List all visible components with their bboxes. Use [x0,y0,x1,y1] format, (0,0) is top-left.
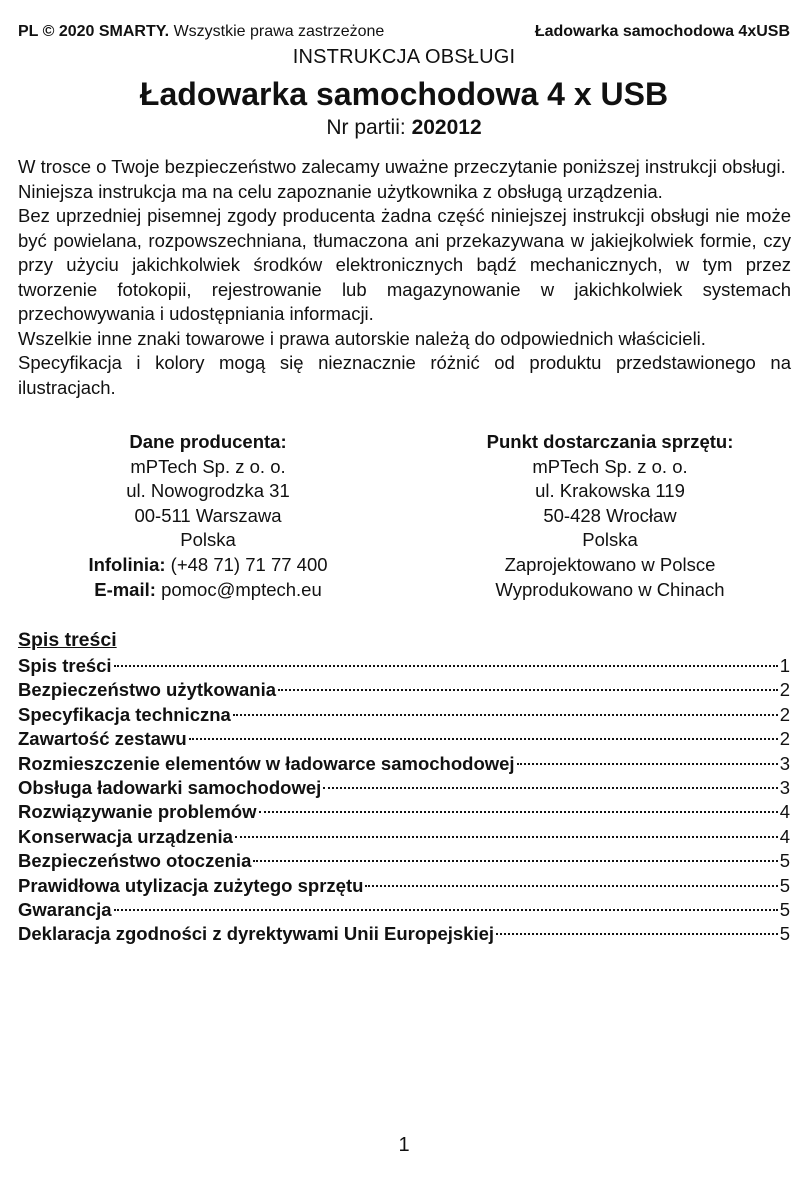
manufacturer-heading: Dane producenta: [129,431,287,452]
toc-entry-label: Spis treści [18,655,112,676]
toc-dot-leader [189,738,778,740]
toc-dot-leader [323,787,777,789]
delivery-country: Polska [582,529,638,551]
intro-paragraph: Bez uprzedniej pisemnej zgody producenta żadna część niniejszej instrukcji obsługi nie może być powielana, rozpowszechniana, tłumaczona ani przekazywana w jakiejkolwiek formie, czy przy użyciu jakichkolwiek środków elektronicznych bądź mechanicznych, w tym przez tworzenie fotokopii, rejestrowanie lub magazynowanie w jakichkolwiek systemach przechowywania i udostępniania informacji. [18,205,791,324]
toc-entry-label: Konserwacja urządzenia [18,825,233,847]
toc-entry-page: 4 [779,825,790,847]
toc-entry[interactable] [18,825,790,849]
toc-entry-page: 5 [779,898,790,920]
batch-number [0,116,808,140]
toc-dot-leader [278,689,778,691]
delivery-city: 50-428 Wrocław [543,504,677,526]
toc-entry-page: 2 [779,703,790,725]
email-label: E-mail: [94,578,156,600]
batch-value: 202012 [411,116,482,139]
copyright-bold: PL © 2020 SMARTY. [18,23,170,40]
intro-paragraph: Wszelkie inne znaki towarowe i prawa autorskie należą do odpowiednich właścicieli. [18,327,706,349]
delivery-heading: Punkt dostarczania sprzętu: [486,431,734,452]
toc-entry[interactable] [18,800,790,824]
toc-dot-leader [114,665,778,667]
toc-entry[interactable] [18,678,790,702]
toc-entry-page: 5 [779,850,790,872]
intro-paragraph: W trosce o Twoje bezpieczeństwo zalecamy uważne przeczytanie poniższej instrukcji obsługi. [18,156,786,177]
toc-entry-label: Prawidłowa utylizacja zużytego sprzętu [18,874,364,896]
delivery-company: mPTech Sp. z o. o. [532,455,688,477]
toc-dot-leader [114,909,778,911]
contact-section [0,430,808,610]
toc-entry-page: 4 [779,801,790,823]
copyright-notice [18,22,384,42]
toc-entry-label: Deklaracja zgodności z dyrektywami Unii Europejskiej [18,923,495,945]
table-of-contents [18,654,790,947]
toc-entry-page: 2 [779,728,790,750]
toc-entry-label: Specyfikacja techniczna [18,703,231,725]
toc-dot-leader [365,885,777,887]
toc-entry-page: 3 [779,776,790,798]
manufacturer-email [48,578,368,603]
page-number: 1 [398,1134,410,1156]
toc-dot-leader [235,836,778,838]
header-product-name: Ładowarka samochodowa 4xUSB [534,23,790,40]
toc-entry-label: Obsługa ładowarki samochodowej [18,776,322,798]
intro-paragraph: Niniejsza instrukcja ma na celu zapoznanie użytkownika z obsługą urządzenia. [18,180,663,202]
copyright-rest: Wszystkie prawa zastrzeżone [173,23,385,40]
toc-dot-leader [517,763,778,765]
toc-dot-leader [233,714,778,716]
page-title: Ładowarka samochodowa 4 x USB [139,76,669,112]
toc-entry[interactable] [18,898,790,922]
made-in: Wyprodukowano w Chinach [495,578,725,600]
toc-title: Spis treści [18,629,117,651]
toc-entry-page: 1 [779,655,790,676]
manufacturer-hotline [48,553,368,578]
toc-dot-leader [259,811,778,813]
intro-text [18,155,791,400]
hotline-number: (+48 71) 71 77 400 [170,553,328,575]
batch-label: Nr partii: [326,116,406,139]
manufacturer-city: 00-511 Warszawa [134,504,282,526]
toc-dot-leader [496,933,778,935]
toc-entry-label: Zawartość zestawu [18,728,187,750]
toc-entry[interactable] [18,752,790,776]
manufacturer-street: ul. Nowogrodzka 31 [126,480,290,502]
email-address: pomoc@mptech.eu [161,578,322,600]
hotline-label: Infolinia: [88,553,166,575]
running-header [18,22,790,42]
toc-dot-leader [253,860,777,862]
toc-entry[interactable] [18,849,790,873]
toc-entry-label: Gwarancja [18,898,112,920]
toc-entry-label: Bezpieczeństwo użytkowania [18,679,277,701]
toc-entry-page: 3 [779,752,790,774]
designed-in: Zaprojektowano w Polsce [504,553,716,575]
toc-entry[interactable] [18,874,790,898]
toc-entry[interactable] [18,654,790,678]
manufacturer-company: mPTech Sp. z o. o. [130,455,286,477]
document-type: INSTRUKCJA OBSŁUGI [292,46,516,68]
toc-entry-label: Rozmieszczenie elementów w ładowarce samochodowej [18,752,515,774]
toc-entry-page: 5 [779,923,790,945]
toc-entry-page: 2 [779,679,790,701]
toc-entry-label: Rozwiązywanie problemów [18,801,257,823]
toc-entry[interactable] [18,703,790,727]
intro-paragraph: Specyfikacja i kolory mogą się nieznacznie różnić od produktu przedstawionego na ilustracjach. [18,352,791,398]
manufacturer-country: Polska [180,529,236,551]
toc-entry[interactable] [18,727,790,751]
toc-entry[interactable] [18,922,790,946]
toc-entry-label: Bezpieczeństwo otoczenia [18,850,252,872]
toc-entry-page: 5 [779,874,790,896]
manufacturer-info [48,430,368,602]
delivery-info [450,430,770,602]
delivery-street: ul. Krakowska 119 [535,480,685,502]
toc-entry[interactable] [18,776,790,800]
